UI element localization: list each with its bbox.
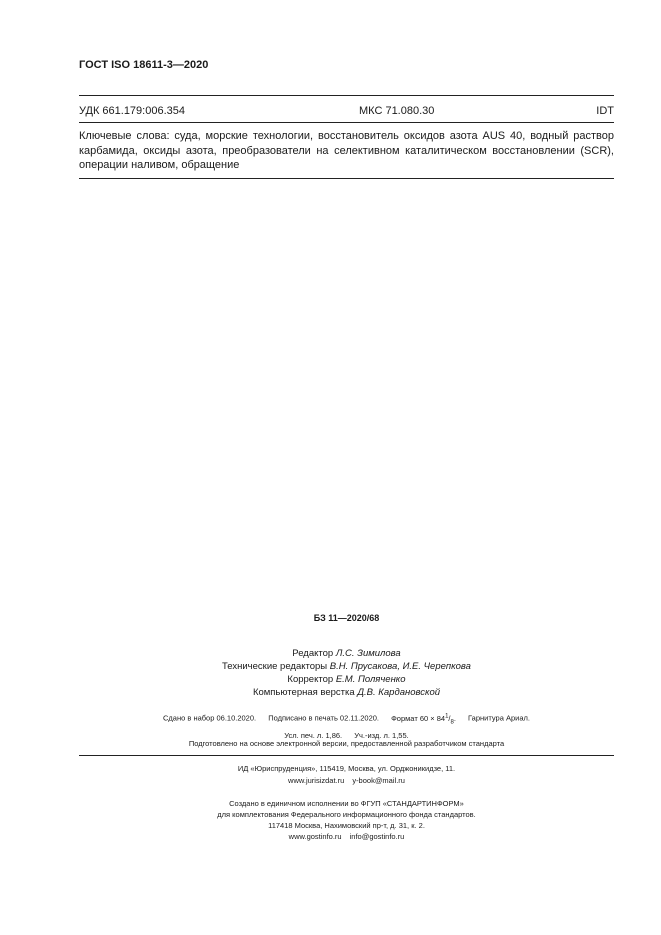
bz-code: БЗ 11—2020/68	[313, 613, 380, 623]
publisher-contacts	[79, 775, 614, 787]
credits-block	[79, 647, 614, 699]
producer-address: 117418 Москва, Нахимовский пр-т, д. 31, к. 2.	[268, 821, 425, 830]
producer-line2: для комплектования Федерального информационного фонда стандартов.	[217, 810, 476, 819]
producer-line1: Создано в единичном исполнении во ФГУП «СТАНДАРТИНФОРМ»	[229, 799, 464, 808]
producer-block	[79, 798, 614, 842]
udk-code: УДК 661.179:006.354	[79, 105, 185, 117]
producer-site[interactable]: www.gostinfo.ru	[288, 832, 342, 841]
layout-line	[79, 686, 614, 699]
print-details-line1	[79, 709, 614, 729]
producer-contacts	[79, 831, 614, 842]
paper-format: Формат $60 \times 84^1/_8$.	[391, 713, 456, 725]
typeface: Гарнитура Ариал.	[468, 713, 530, 723]
layout-name: Д.В. Кардановской	[357, 687, 441, 698]
idt-mark: IDT	[596, 105, 614, 117]
tech-editors-names: В.Н. Прусакова, И.Е. Черепкова	[329, 661, 471, 672]
print-sheets: Усл. печ. л. 1,86.	[284, 731, 343, 740]
prepared-note: Подготовлено на основе электронной версии, предоставленной разработчиком стандарта	[188, 739, 505, 748]
mks-code: МКС 71.080.30	[359, 105, 435, 117]
print-details	[79, 709, 614, 743]
layout-label: Компьютерная верстка	[252, 687, 355, 698]
editor-name: Л.С. Зимилова	[335, 648, 401, 659]
publisher-sheets: Уч.-изд. л. 1,55.	[354, 731, 409, 740]
tech-editors-line	[79, 660, 614, 673]
publisher-address: ИД «Юриспруденция», 115419, Москва, ул. Орджоникидзе, 11.	[237, 764, 456, 773]
editor-line	[79, 647, 614, 660]
top-divider	[79, 95, 614, 96]
signed-date: Подписано в печать 02.11.2020.	[268, 713, 380, 723]
format-denominator: 8	[450, 719, 454, 725]
keywords-divider	[79, 178, 614, 179]
corrector-label: Корректор	[287, 674, 334, 685]
keywords-paragraph: Ключевые слова: суда, морские технологии, восстановитель оксидов азота AUS 40, водный раствор карбамида, оксиды азота, преобразователи на селективном каталитическом восстановлении (SCR), операции наливом, обращение	[79, 130, 614, 171]
publisher-email[interactable]: y-book@mail.ru	[352, 776, 405, 785]
corrector-name: Е.М. Поляченко	[335, 674, 406, 685]
editor-label: Редактор	[292, 648, 334, 659]
format-prefix: Формат 60 × 84	[391, 713, 446, 723]
publisher-site[interactable]: www.jurisizdat.ru	[288, 776, 345, 785]
corrector-line	[79, 673, 614, 686]
submitted-date: Сдано в набор 06.10.2020.	[163, 713, 257, 723]
tech-editors-label: Технические редакторы	[222, 661, 328, 672]
meta-divider	[79, 122, 614, 123]
publisher-block	[79, 763, 614, 787]
producer-email[interactable]: info@gostinfo.ru	[349, 832, 405, 841]
format-numerator: 1	[445, 713, 449, 719]
footer-divider	[79, 755, 614, 756]
document-title: ГОСТ ISO 18611-3—2020	[79, 59, 209, 71]
